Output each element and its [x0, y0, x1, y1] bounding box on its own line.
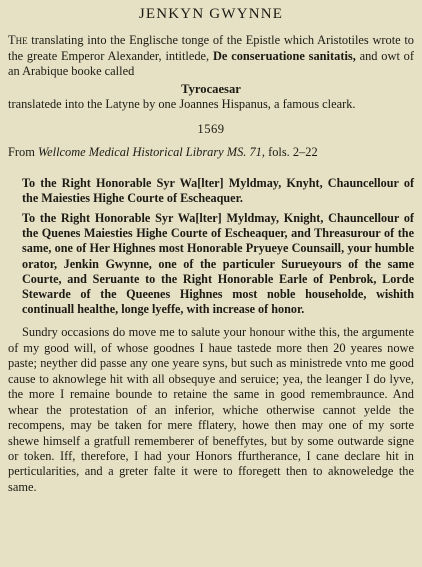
source-folios: , fols. 2–22	[261, 145, 318, 159]
source-citation	[8, 145, 414, 161]
intro-latin-title: De conseruatione sanitatis,	[212, 48, 356, 63]
intro-text-after-title: and owt of an Arabique booke called	[8, 48, 414, 78]
body-paragraph: Sundry occasions do move me to salute your honour withe this, the argumente of my good will, of whose goodnes I haue tastede more then 20 yeares nowe paste; neyther did passe any one yeare syns, but such as ministrede vnto me good cause to aknowlege hit with all obsequye and seruice; yea, the leanger I do lyve, the more I remaine bounde to retaine the same in good remembraunce. And whear the protestation of an inferior, whiche otherwise cannot yelde the recompens, may be taken for mere fflatery, howe then may one of my sorte shewe himself a gratfull rememberer of beneffytes, but by some outwarde signe or token. Iff, therefore, I had your Honors ffurtherance, I cane declare hit in perticularities, and a greter falte it were to fforegett then to aknoweledge the same.	[8, 325, 414, 494]
book-name: Tyrocaesar	[181, 81, 241, 96]
dedication-short: To the Right Honorable Syr Wa[lter] Myldmay, Knyht, Chauncellour of the Maiesties Highe Courte of Escheaquer.	[22, 175, 414, 205]
translated-line: translatede into the Latyne by one Joannes Hispanus, a famous cleark.	[8, 96, 356, 111]
page-heading: JENKYN GWYNNE	[138, 6, 284, 22]
source-manuscript: Wellcome Medical Historical Library MS. 71	[37, 145, 262, 159]
source-prefix: From	[8, 145, 38, 159]
year-label: 1569	[197, 122, 225, 136]
dedication-long: To the Right Honorable Syr Wa[lter] Myldmay, Knight, Chauncellour of the Quenes Maiesties Highe Courte of Escheaquer, and Threasurour of the same, one of Her Highnes most Honorable Pryueye Counsaill, your humble orator, Jenkin Gwynne, one of the particuler Surueyours of the same Courte, and Seruante to the Right Honorable Earle of Penbrok, Lorde Stewarde of the Queenes Highnes most noble householde, wishith continuall healthe, longe lyeffe, with increase of honor.	[22, 210, 414, 317]
intro-initial-word: The	[8, 33, 28, 47]
intro-paragraph	[8, 33, 414, 80]
intro-text-before-title: translating into the Englische tonge of the Epistle which Aristotiles wrote to the greate Emperor Alexander, intitlede,	[8, 33, 414, 63]
